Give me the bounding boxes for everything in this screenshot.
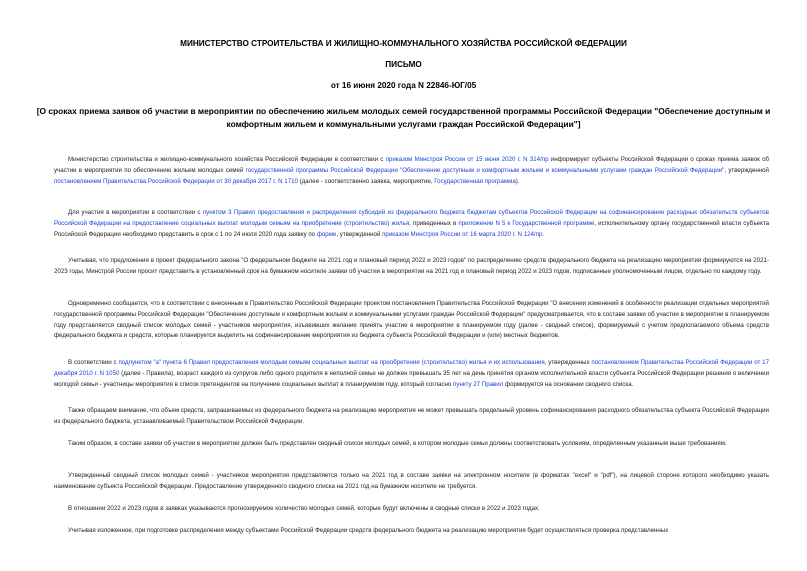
paragraph-text: Утвержденный сводный список молодых семей - участников мероприятия представляется только на 2021 год в составе заявки на электронном носителе (в форматах "excel" и "pdf"), на лицевой стороне которого необходимо указать наименование субъекта Российской Федерации. Предоставление утвержденного сводного списка на 2021 год на бумажном носителе не требуется. bbox=[54, 472, 769, 490]
link-rules-point-3[interactable]: пунктом 3 Правил предоставления и распределения субсидий из федерального бюджета бюджетам субъектов Российской Федерации на софинансирование расходных обязательств субъектов Российской Федерации на предоставление социальных выплат молодым семьям на приобретение (строительство) жилья bbox=[54, 209, 769, 227]
link-state-program-short[interactable]: Государственная программа bbox=[434, 177, 516, 185]
text-segment: (далее - соответственно заявка, мероприятие, bbox=[297, 177, 435, 185]
text-segment: информирует субъекты Российской Федерации о сроках приема заявок об участии в мероприятии по обеспечению жильем молодых семей bbox=[54, 156, 770, 174]
link-order-124[interactable]: приказом Минстроя России от 16 марта 2020 г. N 124/пр bbox=[382, 230, 543, 238]
paragraph-text: Также обращаем внимание, что объем средств, запрашиваемых из федерального бюджета на реализацию мероприятия не может превышать предельный уровень софинансирования расходного обязательства субъекта Российской Федерации из федерального бюджета, устанавливаемый Правительством Российской Федерации. bbox=[54, 407, 769, 425]
paragraph-text: Таким образом, в составе заявки об участии в мероприятии должен быть представлен сводный список молодых семей, в котором молодые семьи должны соответствовать условиям, определенным указанным выше требованиям. bbox=[68, 440, 727, 447]
text-segment: (далее - Правила), возраст каждого из супругов либо одного родителя в неполной семье не должен превышать 35 лет на день принятия органом исполнительной власти субъекта Российской Федерации решения о включении молодой семьи - участницы мероприятия в список претендентов на получение социальных выплат в планируемом году, который согласно bbox=[54, 369, 769, 388]
paragraph-2 bbox=[54, 208, 769, 240]
text-segment: Министерство строительства и жилищно-коммунального хозяйства Российской Федерации в соответствии с bbox=[68, 156, 386, 163]
link-resolution-1710[interactable]: постановлением Правительства Российской Федерации от 30 декабря 2017 г. N 1710 bbox=[54, 177, 298, 185]
paragraph-7 bbox=[54, 439, 769, 450]
text-segment: формируется на основании сводного списка. bbox=[503, 380, 634, 388]
link-state-program[interactable]: государственной программы Российской Федерации "Обеспечение доступным и комфортным жильем и коммунальными услугами граждан Российской Федерации" bbox=[245, 166, 725, 174]
paragraph-text: В отношении 2022 и 2023 годов в заявках указываются прогнозируемое количество молодых семей, которые будут включены в сводные списки в 2022 и 2023 годах. bbox=[68, 505, 540, 512]
paragraph-6 bbox=[54, 406, 769, 428]
link-order-314[interactable]: приказом Минстроя России от 15 июня 2020 г. N 314/пр bbox=[385, 156, 549, 163]
paragraph-8 bbox=[54, 471, 769, 493]
text-segment: , утвержденных bbox=[544, 359, 592, 366]
paragraph-3 bbox=[54, 256, 769, 278]
document-type: ПИСЬМО bbox=[385, 60, 422, 69]
paragraph-1 bbox=[54, 155, 769, 187]
link-subpoint-a-point-6[interactable]: подпунктом "а" пункта 6 Правил предоставления молодым семьям социальных выплат на приобретение (строительство) жилья и их использования bbox=[118, 359, 545, 366]
text-segment: . bbox=[542, 230, 545, 238]
document-date-number: от 16 июня 2020 года N 22846-ЮГ/05 bbox=[330, 81, 477, 90]
paragraph-text: Учитывая изложенное, при подготовке распределения между субъектами Российской Федерации средств федерального бюджета на реализацию мероприятия будет осуществляться проверка представленных bbox=[68, 527, 669, 534]
ministry-heading: МИНИСТЕРСТВО СТРОИТЕЛЬСТВА И ЖИЛИЩНО-КОММУНАЛЬНОГО ХОЗЯЙСТВА РОССИЙСКОЙ ФЕДЕРАЦИИ bbox=[180, 39, 627, 48]
text-segment: Для участия в мероприятии в соответствии с bbox=[68, 209, 203, 216]
paragraph-text: Учитывая, что предложения в проект федерального закона "О федеральном бюджете на 2021 год и плановый период 2022 и 2023 годов" по распределению средств федерального бюджета на реализацию мероприятия формируются на 2021-2023 годы, Минстрой России просит представить в установленный срок на бумажном носителе заявки об участии в мероприятии на 2021 год и плановый период 2022 и 2023 годов, подписанные уполномоченным лицом, отдельно по каждому году. bbox=[54, 257, 769, 275]
link-form[interactable]: форме bbox=[316, 230, 337, 238]
text-segment: ). bbox=[515, 177, 520, 185]
paragraph-10 bbox=[54, 526, 769, 537]
text-segment: , утвержденной bbox=[336, 230, 383, 238]
link-resolution-1050[interactable]: постановлением Правительства Российской Федерации от 17 декабря 2010 г. N 1050 bbox=[54, 359, 769, 377]
paragraph-4 bbox=[54, 299, 769, 342]
document-title: [О сроках приема заявок об участии в мероприятии по обеспечению жильем молодых семей государственной программы Российской Федерации "Обеспечение доступным и комфортным жильем и коммунальными услугами граждан Российской Федерации"] bbox=[36, 106, 771, 129]
paragraph-text: Одновременно сообщается, что в соответствии с внесенным в Правительство Российской Федерации проектом постановления Правительства Российской Федерации "О внесении изменений в особенности реализации отдельных мероприятий государственной программы Российской Федерации "Обеспечение доступным и комфортным жильем и коммунальными услугами граждан Российской Федерации" предусматривается, что в составе заявки об участии в мероприятии в планируемом году представляется сводный список молодых семей - участников мероприятия, изъявивших желание принять участие в мероприятии в планируемом году (далее - сводный список), формируемый с учетом предполагаемого объема средств федерального бюджета и средств, которые планируется выделить на софинансирование мероприятия из бюджета субъекта Российской Федерации и (или) местных бюджетов. bbox=[54, 300, 769, 340]
paragraph-5 bbox=[54, 358, 769, 390]
link-rules-point-27[interactable]: пункту 27 Правил bbox=[453, 380, 504, 388]
text-segment: , утвержденной bbox=[724, 166, 769, 174]
paragraph-9 bbox=[54, 504, 769, 515]
text-segment: , исполнительному органу государственной власти субъекта Российской Федерации необходимо представить в срок с 1 по 24 июля 2020 года заявку по bbox=[54, 219, 769, 238]
link-appendix-5[interactable]: приложении N 5 к Государственной программе bbox=[458, 219, 595, 227]
text-segment: В соответствии с bbox=[68, 359, 119, 366]
text-segment: , приведенных в bbox=[409, 219, 459, 227]
